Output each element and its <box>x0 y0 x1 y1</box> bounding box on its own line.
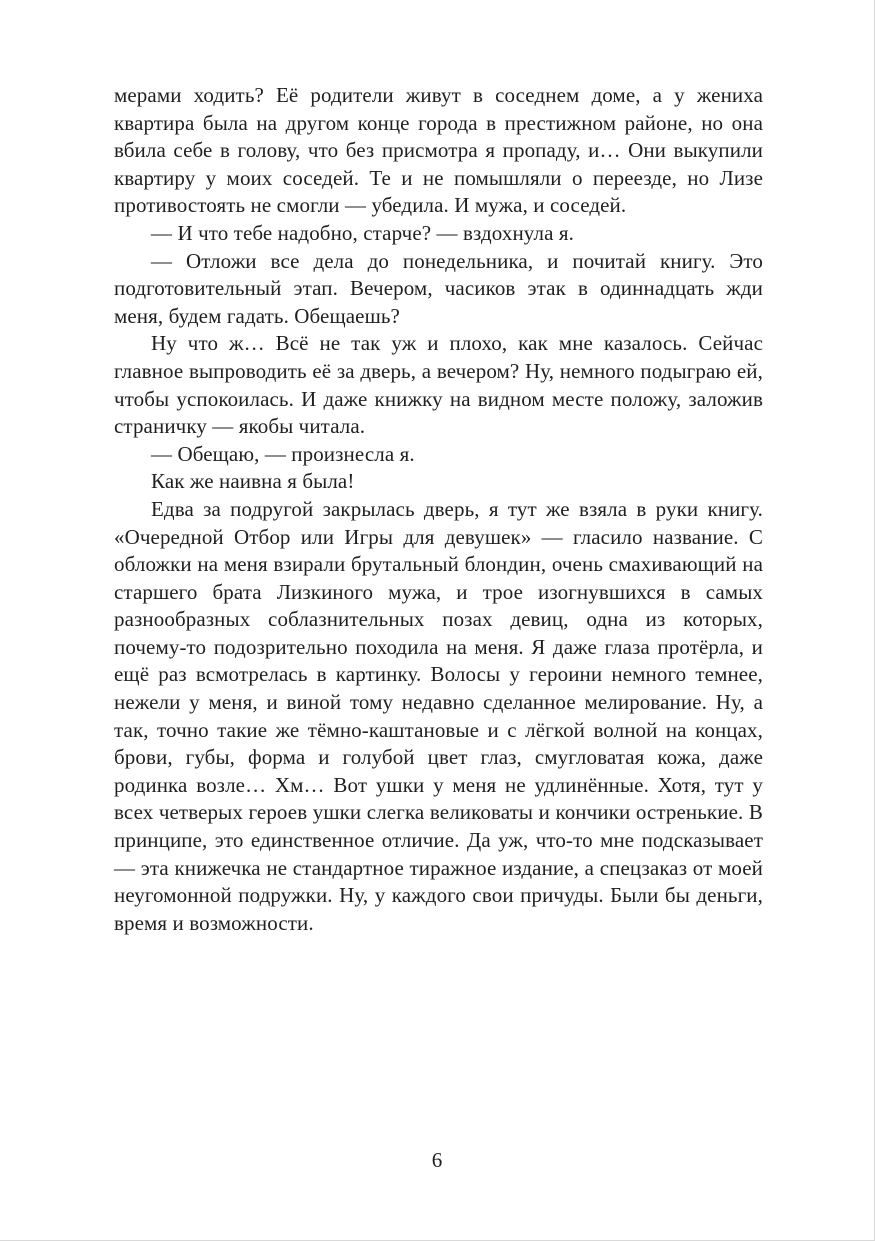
paragraph: Едва за подругой закрылась дверь, я тут же взяла в руки книгу. «Очередной Отбор или Игры для девушек» — гласило название. С обложки на меня взирали брутальный блондин, очень смахивающий на старшего брата Лизкиного мужа, и трое изогнувшихся в самых разнообразных соблазнительных позах девиц, одна из которых, почему-то подозрительно походила на меня. Я даже глаза протёрла, и ещё раз всмотрелась в картинку. Волосы у героини немного темнее, нежели у меня, и виной тому недавно сделанное мелирование. Ну, а так, точно такие же тёмно-каштановые и с лёгкой волной на концах, брови, губы, форма и голубой цвет глаз, смугловатая кожа, даже родинка возле… Хм… Вот ушки у меня не удлинённые. Хотя, тут у всех четверых героев ушки слегка великоваты и кончики остренькие. В принципе, это единственное отличие. Да уж, что-то мне подсказывает — эта книжечка не стандартное тиражное издание, а спецзаказ от моей неугомонной подружки. Ну, у каждого свои причуды. Были бы деньги, время и возможности. <box>114 496 763 935</box>
paragraph-dialogue: — Обещаю, — произнесла я. <box>151 441 415 466</box>
paragraph-dialogue: — Отложи все дела до понедельника, и почитай книгу. Это подготовительный этап. Вечером, часиков этак в одиннадцать жди меня, будем гадать. Обещаешь? <box>114 248 763 328</box>
page-number: 6 <box>431 1148 443 1172</box>
paragraph: Как же наивна я была! <box>151 469 355 494</box>
paragraph: Ну что ж… Всё не так уж и плохо, как мне казалось. Сейчас главное выпроводить её за дверь, а вечером? Ну, немного подыграю ей, чтобы успокоилась. И даже книжку на видном месте положу, заложив страничку — якобы читала. <box>114 331 763 439</box>
paragraph-dialogue: — И что тебе надобно, старче? — вздохнула я. <box>151 220 574 245</box>
page-text <box>114 82 763 937</box>
paragraph: мерами ходить? Её родители живут в соседнем доме, а у жениха квартира была на другом конце города в престижном районе, но она вбила себе в голову, что без присмотра я пропаду, и… Они выкупили квартиру у моих соседей. Те и не помышляли о переезде, но Лизе противостоять не смогли — убедила. И мужа, и соседей. <box>114 83 763 218</box>
